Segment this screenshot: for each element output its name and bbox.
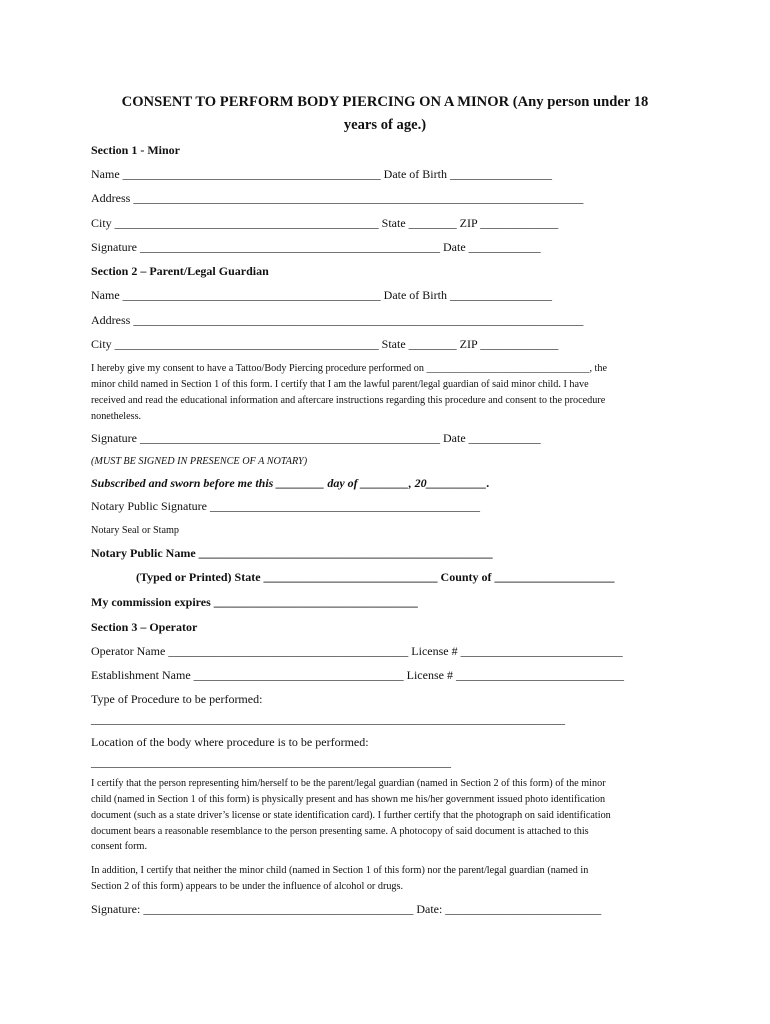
procedure-type-label: Type of Procedure to be performed: xyxy=(91,692,263,706)
guardian-name-field[interactable]: Name ___________________________________________ Date of Birth _________________ xyxy=(91,288,552,302)
addition-text-line: In addition, I certify that neither the minor child (named in Section 1 of this form) nor the parent/legal guardian (named in xyxy=(91,865,589,876)
section-1-heading: Section 1 - Minor xyxy=(91,143,180,157)
body-location-label: Location of the body where procedure is to be performed: xyxy=(91,735,369,749)
minor-name-field[interactable]: Name ___________________________________________ Date of Birth _________________ xyxy=(91,167,552,181)
page-title-line-1: CONSENT TO PERFORM BODY PIERCING ON A MINOR (Any person under 18 xyxy=(121,94,649,110)
page-title-line-2: years of age.) xyxy=(343,117,427,133)
body-location-field[interactable]: ____________________________________________________________ xyxy=(91,755,451,769)
certify-text-line: document bears a reasonable resemblance to the person presenting same. A photocopy of said document is attached to this xyxy=(91,826,589,837)
minor-signature-field[interactable]: Signature __________________________________________________ Date ____________ xyxy=(91,240,541,254)
notary-seal-label: Notary Seal or Stamp xyxy=(91,525,179,536)
consent-text-line: received and read the educational information and aftercare instructions regarding this procedure and consent to the procedure xyxy=(91,395,606,406)
establishment-name-field[interactable]: Establishment Name ___________________________________ License # ____________________________ xyxy=(91,668,624,682)
certify-text-line: consent form. xyxy=(91,841,148,852)
guardian-city-field[interactable]: City ____________________________________________ State ________ ZIP _____________ xyxy=(91,337,559,351)
minor-address-field[interactable]: Address ___________________________________________________________________________ xyxy=(91,191,584,205)
operator-signature-field[interactable]: Signature: _____________________________________________ Date: __________________________ xyxy=(91,902,602,916)
procedure-type-field[interactable]: _______________________________________________________________________________ xyxy=(91,712,565,726)
consent-text-line: I hereby give my consent to have a Tattoo/Body Piercing procedure performed on ________________________________, the xyxy=(91,363,608,374)
consent-text-line: minor child named in Section 1 of this form. I certify that I am the lawful parent/legal guardian of said minor child. I have xyxy=(91,379,589,390)
guardian-signature-field[interactable]: Signature __________________________________________________ Date ____________ xyxy=(91,431,541,445)
notary-state-county-field[interactable]: (Typed or Printed) State _____________________________ County of ____________________ xyxy=(136,570,615,584)
consent-text-line: nonetheless. xyxy=(91,411,142,422)
notary-sworn-field[interactable]: Subscribed and sworn before me this ________ day of ________, 20__________. xyxy=(91,476,490,490)
certify-text-line: document (such as a state driver’s license or state identification card). I further certify that the photograph on said identification xyxy=(91,810,611,821)
addition-text-line: Section 2 of this form) appears to be under the influence of alcohol or drugs. xyxy=(91,881,404,892)
notary-notice: (MUST BE SIGNED IN PRESENCE OF A NOTARY) xyxy=(91,456,308,467)
commission-expires-field[interactable]: My commission expires __________________________________ xyxy=(91,595,418,609)
minor-city-field[interactable]: City ____________________________________________ State ________ ZIP _____________ xyxy=(91,216,559,230)
section-2-heading: Section 2 – Parent/Legal Guardian xyxy=(91,264,269,278)
certify-text-line: I certify that the person representing him/herself to be the parent/legal guardian (named in Section 2 of this form) of the minor xyxy=(91,778,606,789)
section-3-heading: Section 3 – Operator xyxy=(91,620,198,634)
guardian-address-field[interactable]: Address ___________________________________________________________________________ xyxy=(91,313,584,327)
notary-signature-field[interactable]: Notary Public Signature _____________________________________________ xyxy=(91,499,480,513)
notary-name-field[interactable]: Notary Public Name _________________________________________________ xyxy=(91,546,493,560)
certify-text-line: child (named in Section 1 of this form) is physically present and has shown me his/her government issued photo identification xyxy=(91,794,606,805)
operator-name-field[interactable]: Operator Name ________________________________________ License # ___________________________ xyxy=(91,644,623,658)
